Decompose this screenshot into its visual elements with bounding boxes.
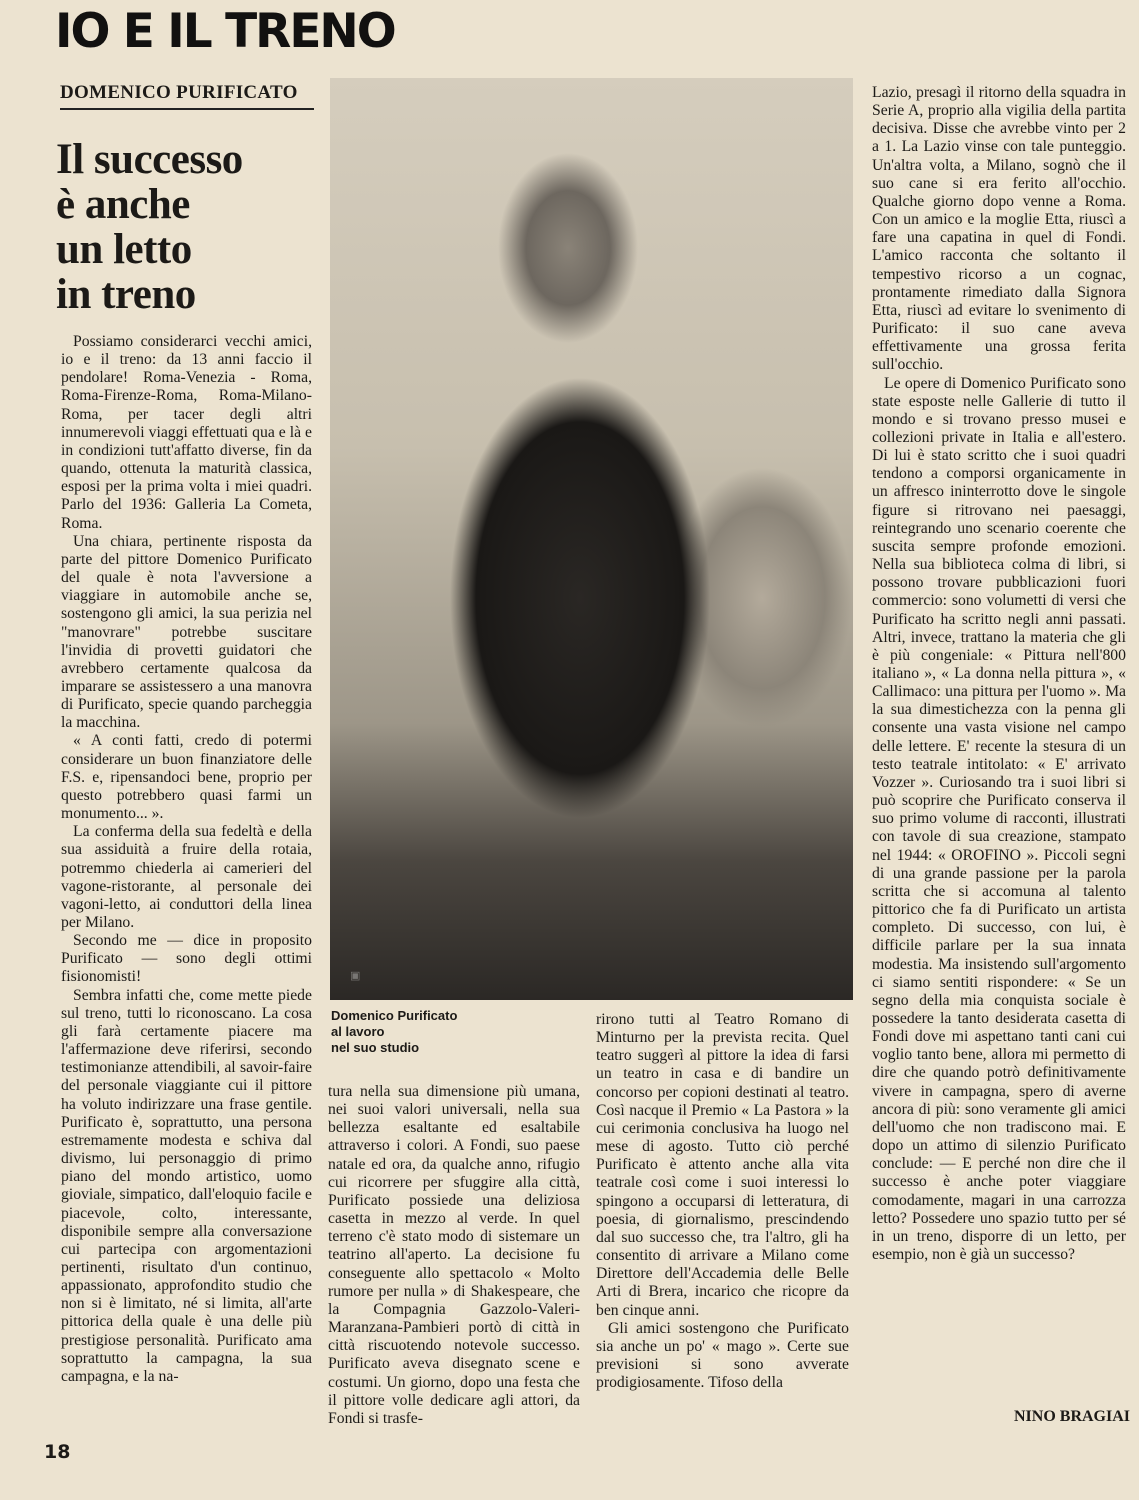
author-signature: NINO BRAGIAI [1013,1408,1130,1425]
caption-line: nel suo studio [331,1040,420,1055]
paragraph: tura nella sua dimensione più umana, nei suoi valori universali, nella sua bellezza esaltante ed esaltabile attraverso i colori. A Fondi, suo paese natale ed ora, da qualche anno, rifugio cui ricorrere per sfuggire alla città, Purificato possiede una deliziosa casetta in mezzo al verde. In quel terreno c'è stato modo di sistemare un teatrino all'aperto. La decisione fu conseguente allo spettacolo « Molto rumore per nulla » di Shakespeare, che la Compagnia Gazzolo-Valeri-Maranzana-Pambieri portò di città in città riscuotendo notevole successo. Purificato aveva disegnato scene e costumi. Un giorno, dopo una festa che il pittore volle dedicare agli attori, da Fondi si trasfe- [328,1083,580,1427]
paragraph: La conferma della sua fedeltà e della sua assiduità a fruire della rotaia, potremmo chiederla ai camerieri del vagone-ristorante, al personale dei vagoni-letto, ai conduttori della linea per Milano. [61,823,312,931]
article-headline [56,137,316,317]
text-column-3 [596,1011,849,1441]
page-number: 18 [44,1441,71,1463]
headline-line: è anche [56,181,190,228]
author-label: DOMENICO PURIFICATO [60,82,314,110]
painter-photo [330,78,853,1000]
paragraph: Secondo me — dice in proposito Purificato — sono degli ottimi fisionomisti! [61,932,312,986]
caption-line: al lavoro [331,1024,385,1039]
headline-line: in treno [56,271,196,318]
headline-line: un letto [56,226,192,273]
paragraph: rirono tutti al Teatro Romano di Minturno per la prevista recita. Quel teatro suggerì al pittore la idea di farsi un teatro in casa e di bandire un concorso per copioni destinati al teatro. Così nacque il Premio « La Pastora » la cui cerimonia conclusiva ha luogo nel mese di agosto. Tutto ciò perché Purificato è attento anche alla vita teatrale così come i suoi interessi lo spingono a occuparsi di letteratura, di poesia, di giornalismo, prescindendo dal suo successo che, tra l'altro, gli ha consentito di arrivare a Milano come Direttore dell'Accademia delle Belle Arti di Brera, incarico che ricopre da ben cinque anni. [596,1011,849,1319]
paragraph: Possiamo considerarci vecchi amici, io e il treno: da 13 anni faccio il pendolare! Roma-Venezia - Roma, Roma-Firenze-Roma, Roma-Milano-Roma, per tacer degli altri innumerevoli viaggi effettuati qua e là e in condizioni tutt'affatto diverse, fin da quando, ottenuta la maturità classica, esposi per la prima volta i miei quadri. Parlo del 1936: Galleria La Cometa, Roma. [61,333,312,532]
text-column-2 [328,1083,580,1443]
paragraph: Lazio, presagì il ritorno della squadra in Serie A, proprio alla vigilia della partita decisiva. Disse che avrebbe vinto per 2 a 1. La Lazio vinse con tale punteggio. Un'altra volta, a Milano, sognò che il suo cane si era ferito all'occhio. Qualche giorno dopo venne a Roma. Con un amico e la moglie Etta, riuscì a fare una capatina in quel di Fondi. L'amico racconta che soltanto il tempestivo ricorso a un cognac, prontamente rimediato dalla Signora Etta, riuscì ad evitare lo svenimento di Purificato: il suo cane aveva effettivamente una grossa ferita sull'occhio. [872,84,1126,374]
paragraph: « A conti fatti, credo di potermi considerare un buon finanziatore delle F.S. e, ripensandoci bene, proprio per questo potrebbero quasi farmi un monumento... ». [61,732,312,823]
section-masthead: IO E IL TRENO [55,4,395,59]
paragraph: Gli amici sostengono che Purificato sia anche un po' « mago ». Certe sue previsioni si sono avverate prodigiosamente. Tifoso della [596,1319,849,1392]
paragraph: Sembra infatti che, come mette piede sul treno, tutti lo riconoscano. La cosa gli farà certamente piacere ma l'affermazione deve riferirsi, secondo testimonianze attendibili, al savoir-faire del personale viaggiante cui il pittore ha voluto indirizzare una frase gentile. Purificato è, soprattutto, una persona estremamente modesta e schiva dal divismo, lui personaggio di primo piano del mondo artistico, uomo gioviale, simpatico, dall'eloquio facile e piacevole, colto, interessante, disponibile sempre alla conversazione cui partecipa con argomentazioni pertinenti, risultato d'un continuo, appassionato, approfondito studio che non si è limitato, né si limita, all'arte pittorica della quale è una delle più prestigiose personalità. Purificato ama soprattutto la campagna, la sua campagna, e la na- [61,986,312,1385]
paragraph: Una chiara, pertinente risposta da parte del pittore Domenico Purificato del quale è nota l'avversione a viaggiare in automobile anche se, sostengono gli amici, la sua perizia nel "manovrare" potrebbe suscitare l'invidia di provetti guidatori che avrebbero certamente qualcosa da imparare se assistessero a una manovra di Purificato, specie quando parcheggia la macchina. [61,532,312,732]
paragraph: Le opere di Domenico Purificato sono state esposte nelle Gallerie di tutto il mondo e si trovano presso musei e collezioni private in Italia e all'estero. Di lui è stato scritto che i suoi quadri tendono a comporsi organicamente in un affresco ininterrotto dove le singole figure si ritrovano nei paesaggi, reintegrando uno scenario coerente che suscita sempre profonde emozioni. Nella sua biblioteca colma di libri, si possono trovare pubblicazioni fuori commercio: sono volumetti di versi che Purificato ha scritto negli anni passati. Altri, invece, trattano la materia che gli è più congeniale: « Pittura nell'800 italiano », « La donna nella pittura », « Callimaco: una pittura per l'uomo ». Ma la sua dimestichezza con la penna gli consente una vasta visione nel campo delle lettere. E' recente la stesura di un testo teatrale intitolato: « E' arrivato Vozzer ». Curiosando tra i suoi libri si può scoprire che Purificato conserva il suo primo volume di racconti, illustrati con tavole di sua creazione, stampato nel 1944: « OROFINO ». Piccoli segni di una grande passione per la parola scritta che si accomuna al talento pittorico che fa di Purificato un artista completo. Di successo, con lui, è difficile parlare per la sua innata modestia. Ma insistendo sull'argomento ci siamo sentiti rispondere: « Se un segno della mia conquista sociale è possedere la tanto desiderata casetta di Fondi dove mi aspettano tanti cani cui voglio tanto bene, allora mi permetto di dire che quando potrò definitivamente vivere in campagna, spero di averne ancora di più: sono veramente gli amici dell'uomo che non tradiscono mai. E dopo un attimo di silenzio Purificato conclude: — E perché non dire che il successo è anche poter viaggiare comodamente, magari in una carrozza letto? Possedere uno spazio tutto per sé in un treno, disporre di un letto, per esempio, non è già un successo? [872,374,1126,1263]
headline-line: Il successo [56,136,243,183]
text-column-1 [61,333,312,1439]
photo-caption [331,1008,481,1056]
text-column-4 [872,84,1126,1406]
photo-placeholder-icon: ▣ [350,970,361,982]
caption-line: Domenico Purificato [331,1008,458,1023]
